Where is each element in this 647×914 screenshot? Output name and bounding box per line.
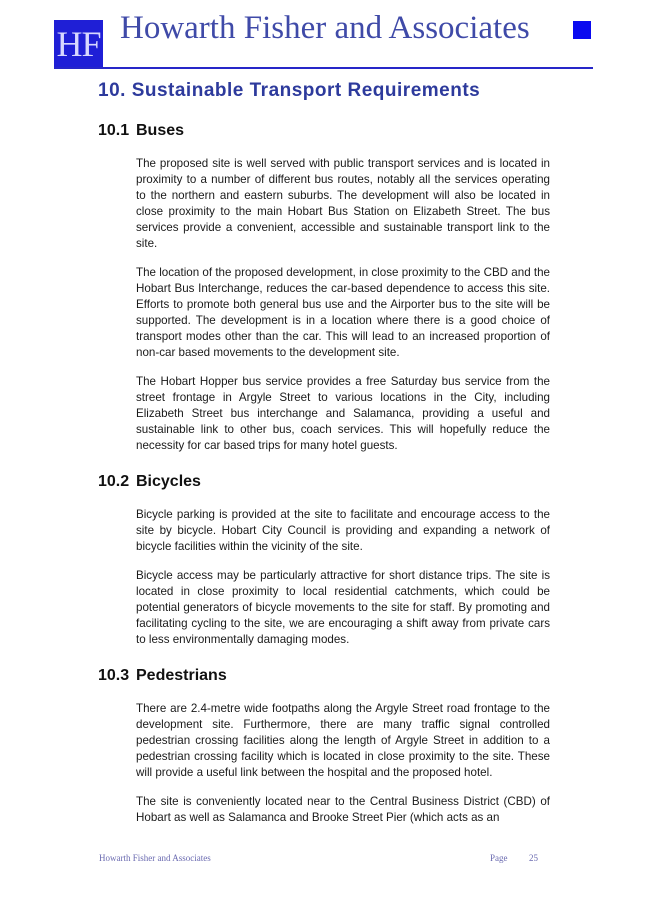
paragraph: The proposed site is well served with public transport services and is located in proximity to a number of different bus routes, notably all the services operating to the northern and eastern suburbs. The development will also be located in close proximity to the main Hobart Bus Station on Elizabeth Street. The bus services provide a convenient, accessible and sustainable transport link to the site. [136, 157, 550, 250]
subsection-title: Buses [136, 122, 185, 139]
paragraph: The Hobart Hopper bus service provides a free Saturday bus service from the street frontage in Argyle Street to various locations in the City, including Elizabeth Street bus interchange and Salamanca, providing a useful and sustainable link to other bus, coach services. This will hopefully reduce the necessity for car based trips for many hotel guests. [136, 375, 550, 452]
subsection-title: Bicycles [136, 473, 201, 490]
paragraph: Bicycle access may be particularly attractive for short distance trips. The site is located in close proximity to local residential catchments, which could be potential generators of bicycle movements to the site for staff. By promoting and facilitating cycling to the site, we are encouraging a shift away from private cars to less environmentally damaging modes. [136, 569, 550, 646]
paragraph: The site is conveniently located near to the Central Business District (CBD) of Hobart as well as Salamanca and Brooke Street Pier (which acts as an [136, 795, 550, 824]
subsection-number: 10.3 [98, 667, 130, 684]
company-logo: HF [54, 20, 103, 67]
footer-page-number: 25 [529, 853, 538, 863]
subsection-number: 10.2 [98, 473, 130, 490]
subsection-title: Pedestrians [136, 667, 227, 684]
subsection-number: 10.1 [98, 122, 130, 139]
footer-company: Howarth Fisher and Associates [99, 853, 211, 863]
section-heading: 10. Sustainable Transport Requirements [98, 80, 481, 101]
paragraph: The location of the proposed development, in close proximity to the CBD and the Hobart Bus Interchange, reduces the car-based dependence to access this site. Efforts to promote both general bus use and the Airporter bus to the site will be supported. The development is in a location where there is a good choice of transport modes other than the car. This will lead to an increased proportion of non-car based movements to the development site. [136, 266, 550, 359]
subsection-heading-buses [98, 122, 184, 140]
subsection-heading-bicycles [98, 473, 201, 491]
paragraph: There are 2.4-metre wide footpaths along the Argyle Street road frontage to the development site. Furthermore, there are many traffic signal controlled pedestrian crossing facilities along the length of Argyle Street in addition to a pedestrian crossing facility which is located in close proximity to the site. These will provide a useful link between the hospital and the proposed hotel. [136, 702, 550, 779]
header-square-icon [573, 21, 591, 39]
footer-page-label: Page [490, 853, 508, 863]
subsection-heading-pedestrians [98, 667, 227, 685]
paragraph: Bicycle parking is provided at the site to facilitate and encourage access to the site by bicycle. Hobart City Council is providing and expanding a network of bicycle facilities within the vicinity of the site. [136, 508, 550, 553]
header-divider [54, 67, 593, 69]
header-title: Howarth Fisher and Associates [120, 10, 530, 46]
